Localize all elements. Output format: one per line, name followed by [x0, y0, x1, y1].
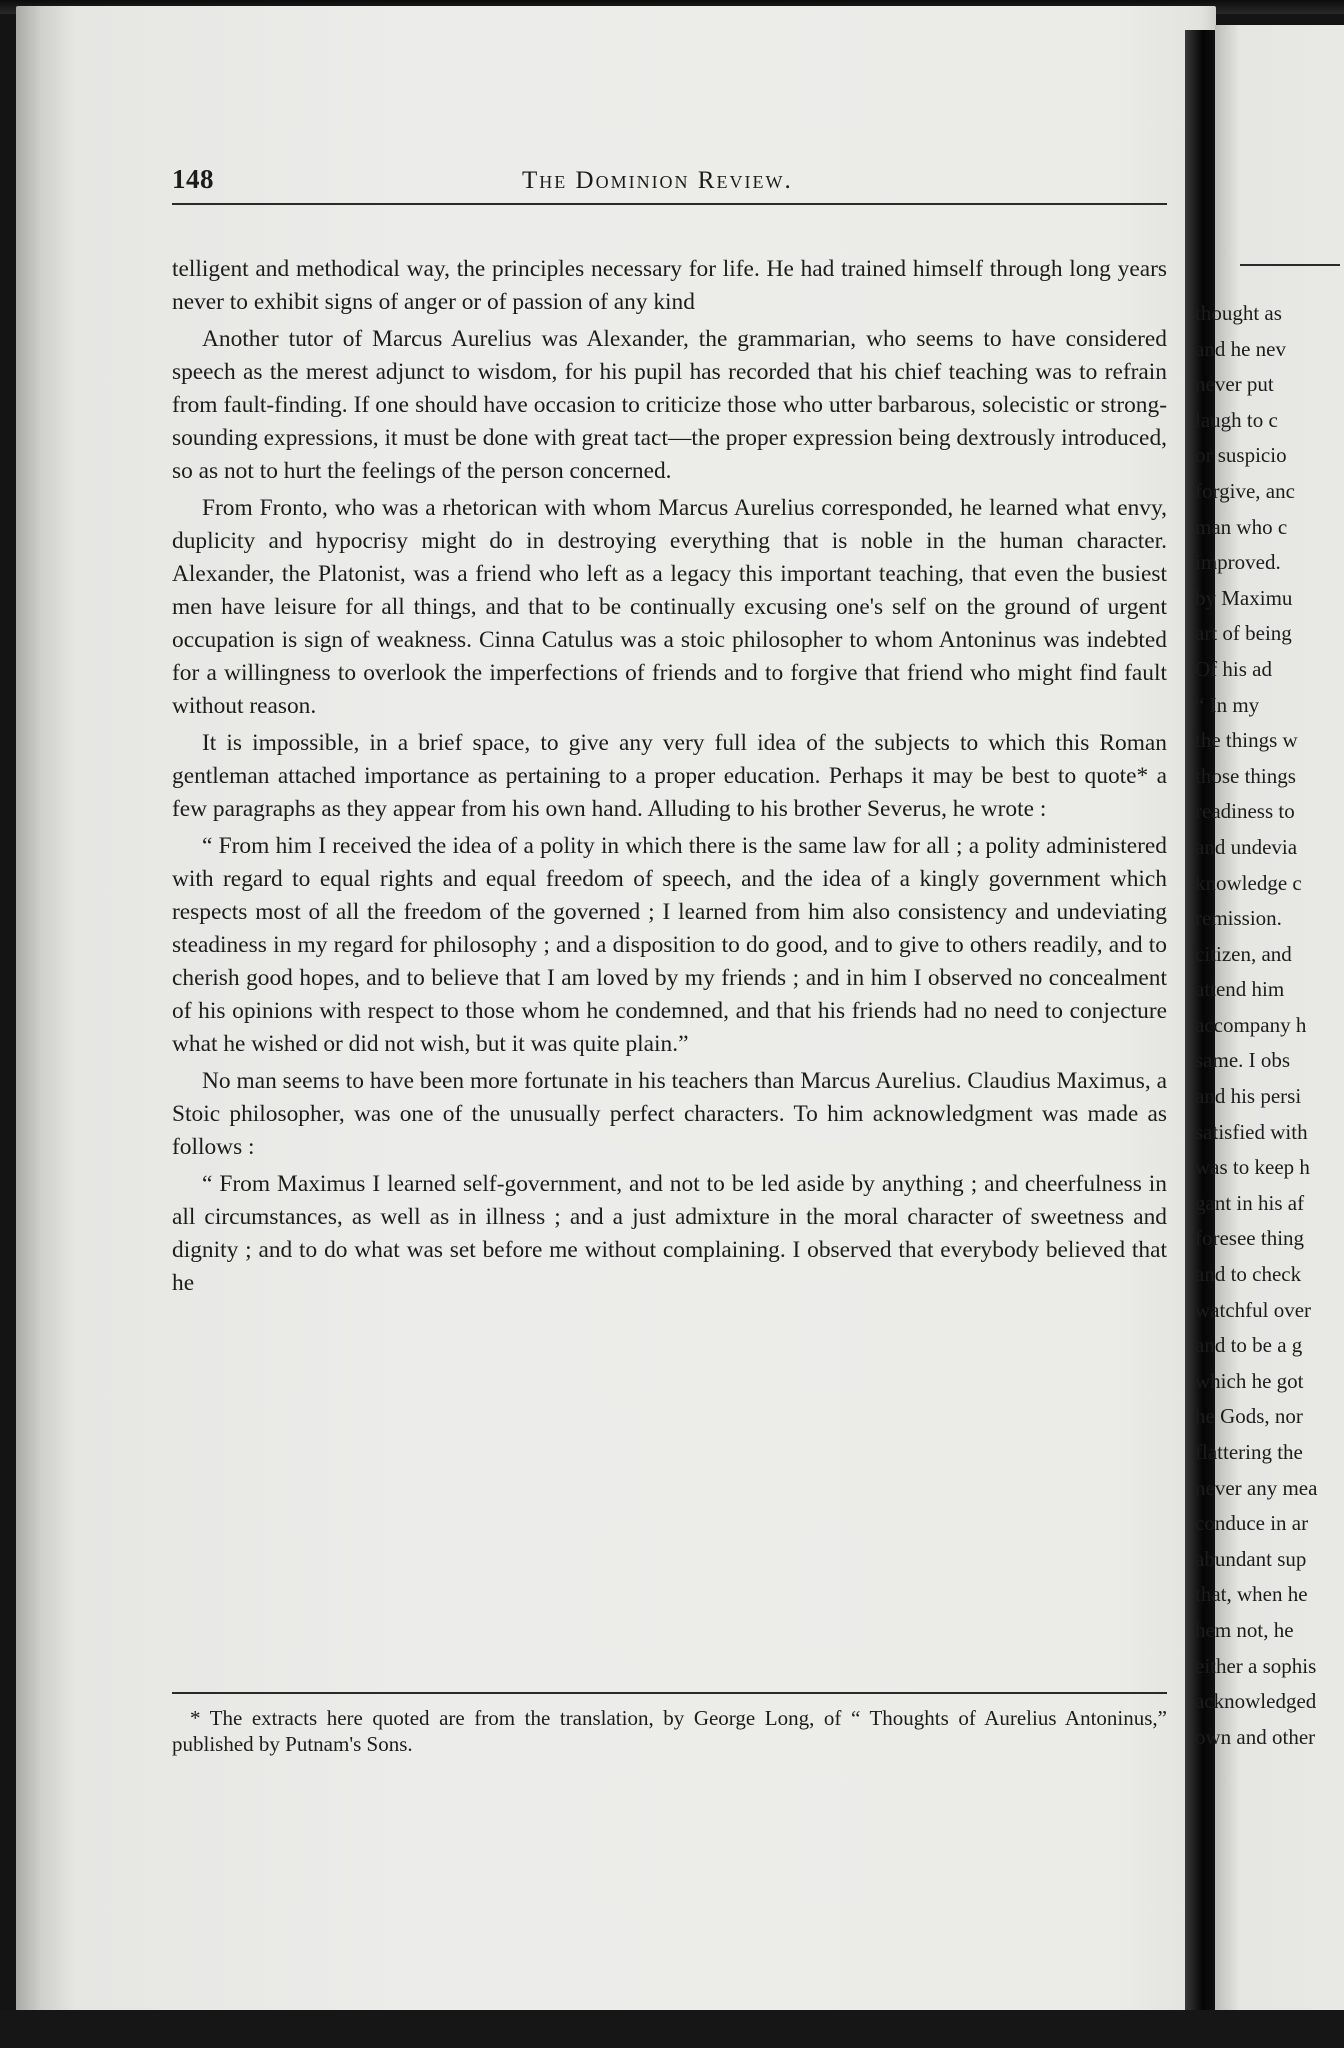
- facing-page-line: accompany h: [1195, 1012, 1307, 1037]
- facing-page-line: art of being: [1195, 621, 1292, 646]
- facing-page-line: abundant sup: [1195, 1546, 1307, 1571]
- facing-page-line: forgive, anc: [1195, 478, 1295, 503]
- facing-page-line: “ In my: [1195, 692, 1260, 717]
- facing-page-line: conduce in ar: [1195, 1511, 1309, 1536]
- header-rule: [172, 203, 1167, 205]
- facing-page-line: that, when he: [1195, 1582, 1308, 1607]
- facing-page-line: hem not, he: [1195, 1617, 1294, 1642]
- bottom-shadow: [0, 2010, 1344, 2048]
- facing-page-line: gant in his af: [1195, 1190, 1305, 1215]
- facing-page-line: and to check: [1195, 1262, 1302, 1287]
- quote-paragraph: “ From him I received the idea of a polity in which there is the same law for all ; a polity administered with regard to equal rights and equal freedom of speech, and the idea of a kingly government which respects most of all the freedom of the governed ; I learned from him also consistency and undeviating steadiness in my regard for philosophy ; and a disposition to do good, and to give to others readily, and to cherish good hopes, and to believe that I am loved by my friends ; and in him I observed no concealment of his opinions with respect to those whom he condemned, and that his friends had no need to conjecture what he wished or did not wish, but it was quite plain.”: [172, 833, 1167, 1057]
- facing-page-text: [1195, 296, 1344, 1755]
- facing-page-line: or suspicio: [1195, 443, 1287, 468]
- paragraph: Another tutor of Marcus Aurelius was Alexander, the grammarian, who seems to have considered speech as the merest adjunct to wisdom, for his pupil has recorded that his chief teaching was to refrain from fault-finding. If one should have occasion to criticize those who utter barbarous, solecistic or strong-sounding expressions, it must be done with great tact—the proper expression being dextrously introduced, so as not to hurt the feelings of the person concerned.: [172, 326, 1167, 484]
- facing-page-line: and his persi: [1195, 1084, 1302, 1109]
- facing-page-line: acknowledged: [1195, 1689, 1317, 1714]
- facing-page-line: the things w: [1195, 728, 1298, 753]
- facing-page-line: readiness to: [1195, 799, 1295, 824]
- facing-page-line: Of his ad: [1195, 656, 1272, 681]
- facing-page-line: by Maximu: [1195, 585, 1293, 610]
- facing-page-line: and he nev: [1195, 336, 1286, 361]
- running-head: The Dominion Review.: [522, 167, 793, 194]
- facing-page-line: remission.: [1195, 906, 1282, 931]
- facing-page-line: watchful over: [1195, 1297, 1312, 1322]
- facing-page-line: foresee thing: [1195, 1226, 1305, 1251]
- facing-page-line: man who c: [1195, 514, 1288, 539]
- facing-page-line: satisfied with: [1195, 1119, 1308, 1144]
- facing-page-line: and undevia: [1195, 834, 1298, 859]
- facing-page-line: never any mea: [1195, 1475, 1318, 1500]
- facing-page-rule: [1240, 264, 1340, 266]
- quote-paragraph: “ From Maximus I learned self-government, and not to be led aside by anything ; and cheerfulness in all circumstances, as well as in illness ; and a just admixture in the moral character of sweetness and dignity ; and to do what was set before me without complaining. I observed that everybody believed that he: [172, 1171, 1167, 1296]
- paragraph: From Fronto, who was a rhetorican with whom Marcus Aurelius corresponded, he learned what envy, duplicity and hypocrisy might do in destroying everything that is noble in the human character. Alexander, the Platonist, was a friend who left as a legacy this important teaching, that even the busiest men have leisure for all things, and that to be continually excusing one's self on the ground of urgent occupation is sign of weakness. Cinna Catulus was a stoic philosopher to whom Antoninus was indebted for a willingness to overlook the imperfections of friends and to forgive that friend who might find fault without reason.: [172, 495, 1167, 719]
- paragraph: It is impossible, in a brief space, to give any very full idea of the subjects to which this Roman gentleman attached importance as pertaining to a proper education. Perhaps it may be best to quote* a few paragraphs as they appear from his own hand. Alluding to his brother Severus, he wrote :: [172, 730, 1167, 822]
- paragraph: No man seems to have been more fortunate in his teachers than Marcus Aurelius. Claudius Maximus, a Stoic philosopher, was one of the unusually perfect characters. To him acknowledgment was made as follows :: [172, 1068, 1167, 1160]
- facing-page-line: was to keep h: [1195, 1155, 1310, 1180]
- facing-page-line: flattering the: [1195, 1440, 1303, 1464]
- facing-page-line: knowledge c: [1195, 870, 1302, 895]
- facing-page-line: which he got: [1195, 1368, 1304, 1393]
- facing-page-line: he Gods, nor: [1195, 1404, 1303, 1429]
- facing-page-line: same. I obs: [1195, 1048, 1291, 1073]
- facing-page-line: never put: [1195, 372, 1274, 397]
- facing-page-line: improved.: [1195, 550, 1281, 575]
- facing-page-line: and to be a g: [1195, 1333, 1303, 1358]
- page-number: 148: [172, 164, 214, 194]
- facing-page-line: laugh to c: [1195, 407, 1278, 432]
- paragraph: telligent and methodical way, the principles necessary for life. He had trained himself through long years never to exhibit signs of anger or of passion of any kind: [172, 256, 1167, 315]
- body-text: [172, 253, 1167, 1304]
- facing-page-line: attend him: [1195, 977, 1285, 1002]
- facing-page-line: those things: [1195, 763, 1296, 788]
- facing-page-line: thought as: [1195, 301, 1282, 325]
- footnote-rule: [172, 1692, 1167, 1694]
- facing-page-line: own and other: [1195, 1724, 1316, 1749]
- footnote: * The extracts here quoted are from the translation, by George Long, of “ Thoughts of Aurelius Antoninus,” published by Putnam's Sons.: [172, 1706, 1167, 1756]
- facing-page-line: citizen, and: [1195, 941, 1292, 966]
- facing-page-line: either a sophis: [1195, 1653, 1317, 1678]
